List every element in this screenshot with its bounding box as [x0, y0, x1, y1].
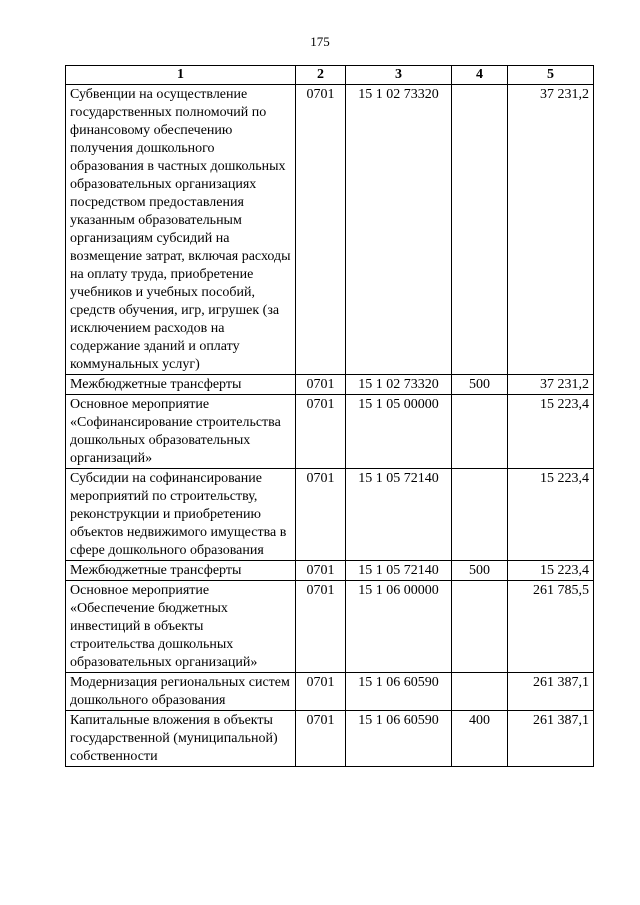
table-row — [66, 469, 594, 561]
budget-table — [65, 65, 594, 767]
column-header-2: 2 — [296, 66, 346, 85]
row-section-code: 0701 — [296, 469, 346, 561]
row-section-code: 0701 — [296, 673, 346, 711]
row-target-code: 15 1 05 72140 — [346, 561, 452, 581]
row-section-code: 0701 — [296, 711, 346, 767]
table-row — [66, 673, 594, 711]
table-row — [66, 711, 594, 767]
row-section-code: 0701 — [296, 375, 346, 395]
row-amount: 37 231,2 — [508, 375, 594, 395]
row-name: Субвенции на осуществление государственных полномочий по финансовому обеспечению получения дошкольного образования в частных дошкольных образовательных организациях посредством предоставления указанным образовательным организациям субсидий на возмещение затрат, включая расходы на оплату труда, приобретение учебников и учебных пособий, средств обучения, игр, игрушек (за исключением расходов на содержание зданий и оплату коммунальных услуг) — [66, 85, 296, 375]
row-amount: 37 231,2 — [508, 85, 594, 375]
row-amount: 261 387,1 — [508, 673, 594, 711]
row-target-code: 15 1 02 73320 — [346, 375, 452, 395]
page-number: 175 — [310, 34, 330, 49]
row-name: Модернизация региональных систем дошкольного образования — [66, 673, 296, 711]
row-target-code: 15 1 06 60590 — [346, 711, 452, 767]
row-expense-type — [452, 395, 508, 469]
row-expense-type — [452, 469, 508, 561]
row-name: Капитальные вложения в объекты государственной (муниципальной) собственности — [66, 711, 296, 767]
row-target-code: 15 1 05 00000 — [346, 395, 452, 469]
row-amount: 15 223,4 — [508, 395, 594, 469]
table-row — [66, 375, 594, 395]
column-header-4: 4 — [452, 66, 508, 85]
row-amount: 261 387,1 — [508, 711, 594, 767]
row-expense-type: 400 — [452, 711, 508, 767]
table-row — [66, 395, 594, 469]
table-header-row — [66, 66, 594, 85]
row-amount: 261 785,5 — [508, 581, 594, 673]
column-header-1: 1 — [66, 66, 296, 85]
row-name: Межбюджетные трансферты — [66, 561, 296, 581]
column-header-3: 3 — [346, 66, 452, 85]
row-amount: 15 223,4 — [508, 469, 594, 561]
row-expense-type — [452, 85, 508, 375]
row-section-code: 0701 — [296, 395, 346, 469]
row-target-code: 15 1 02 73320 — [346, 85, 452, 375]
row-expense-type — [452, 673, 508, 711]
row-expense-type: 500 — [452, 375, 508, 395]
row-target-code: 15 1 05 72140 — [346, 469, 452, 561]
row-name: Основное мероприятие «Обеспечение бюджетных инвестиций в объекты строительства дошкольных образовательных организаций» — [66, 581, 296, 673]
row-name: Основное мероприятие «Софинансирование строительства дошкольных образовательных организаций» — [66, 395, 296, 469]
row-name: Межбюджетные трансферты — [66, 375, 296, 395]
table-row — [66, 85, 594, 375]
row-section-code: 0701 — [296, 581, 346, 673]
row-expense-type — [452, 581, 508, 673]
row-target-code: 15 1 06 00000 — [346, 581, 452, 673]
table-row — [66, 581, 594, 673]
table-row — [66, 561, 594, 581]
row-amount: 15 223,4 — [508, 561, 594, 581]
column-header-5: 5 — [508, 66, 594, 85]
row-section-code: 0701 — [296, 561, 346, 581]
row-expense-type: 500 — [452, 561, 508, 581]
row-section-code: 0701 — [296, 85, 346, 375]
row-target-code: 15 1 06 60590 — [346, 673, 452, 711]
row-name: Субсидии на софинансирование мероприятий по строительству, реконструкции и приобретению объектов недвижимого имущества в сфере дошкольного образования — [66, 469, 296, 561]
